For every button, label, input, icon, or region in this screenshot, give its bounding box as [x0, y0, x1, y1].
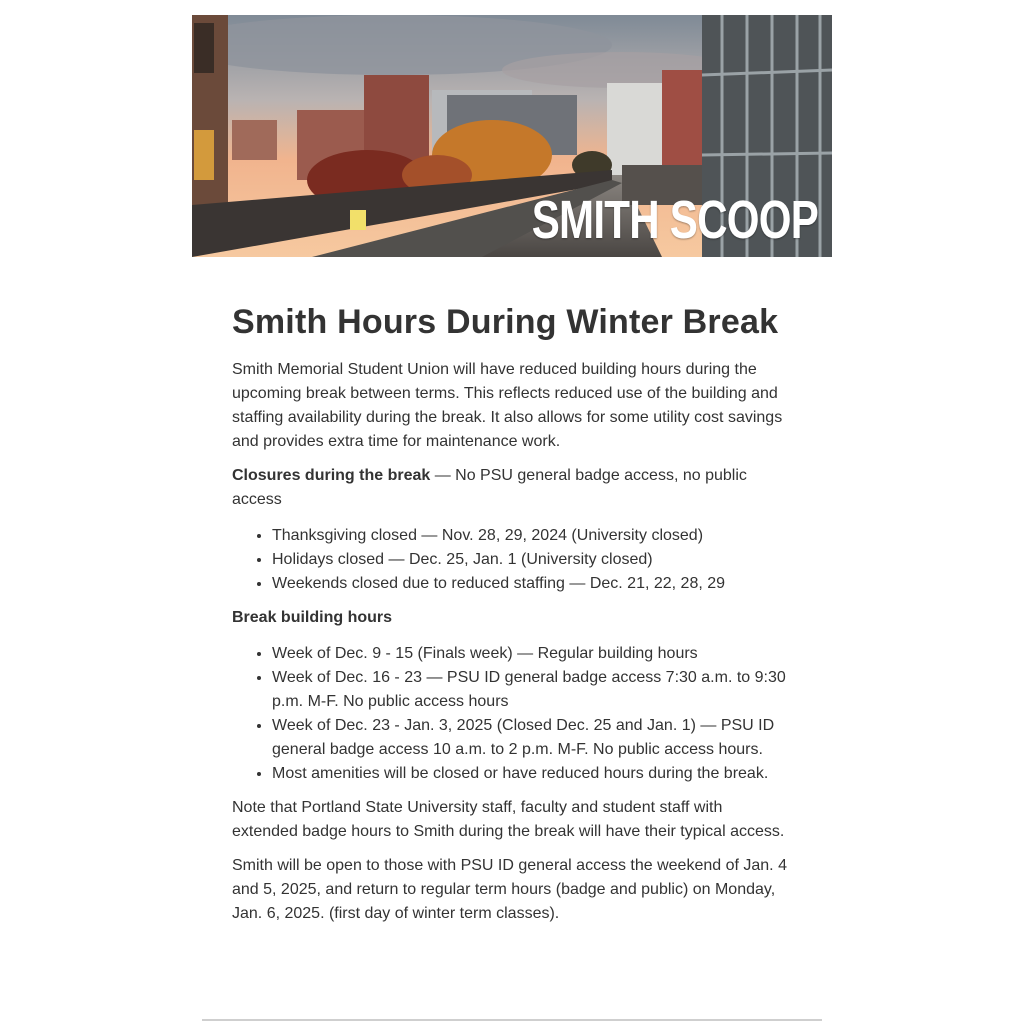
- header-banner-image: [192, 15, 832, 257]
- section-divider: [202, 1019, 822, 1021]
- list-item: • Week of Dec. 23 - Jan. 3, 2025 (Closed Dec. 25 and Jan. 1) — PSU ID general badge access 10 a.m. to 2 p.m. M-F. No public access hours.: [272, 714, 792, 762]
- hours-label: Break building hours: [232, 609, 393, 626]
- closures-text: — No PSU general badge access, no public access: [232, 467, 747, 508]
- list-item: • Holidays closed — Dec. 25, Jan. 1 (University closed): [272, 548, 792, 572]
- closures-heading: [232, 464, 792, 512]
- hours-heading: [232, 606, 792, 630]
- newsletter-title: SMITH SCOOP: [531, 190, 818, 250]
- reopen-paragraph: Smith will be open to those with PSU ID general access the weekend of Jan. 4 and 5, 2025, and return to regular term hours (badge and public) on Monday, Jan. 6, 2025. (first day of winter term classes).: [232, 857, 787, 922]
- list-item: • Thanksgiving closed — Nov. 28, 29, 2024 (University closed): [272, 524, 792, 548]
- article-body: [232, 298, 792, 936]
- closures-list: [232, 524, 792, 596]
- list-item: • Most amenities will be closed or have reduced hours during the break.: [272, 762, 792, 786]
- list-item: • Week of Dec. 16 - 23 — PSU ID general badge access 7:30 a.m. to 9:30 p.m. M-F. No public access hours: [272, 666, 792, 714]
- hours-list: [232, 642, 792, 786]
- intro-paragraph: Smith Memorial Student Union will have reduced building hours during the upcoming break between terms. This reflects reduced use of the building and staffing availability during the break. It also allows for some utility cost savings and provides extra time for maintenance work.: [232, 361, 783, 450]
- closures-label: Closures during the break: [232, 467, 431, 484]
- list-item: • Week of Dec. 9 - 15 (Finals week) — Regular building hours: [272, 642, 792, 666]
- note-paragraph: Note that Portland State University staff, faculty and student staff with extended badge hours to Smith during the break will have their typical access.: [232, 799, 785, 840]
- article-title: Smith Hours During Winter Break: [232, 303, 779, 341]
- list-item: • Weekends closed due to reduced staffing — Dec. 21, 22, 28, 29: [272, 572, 792, 596]
